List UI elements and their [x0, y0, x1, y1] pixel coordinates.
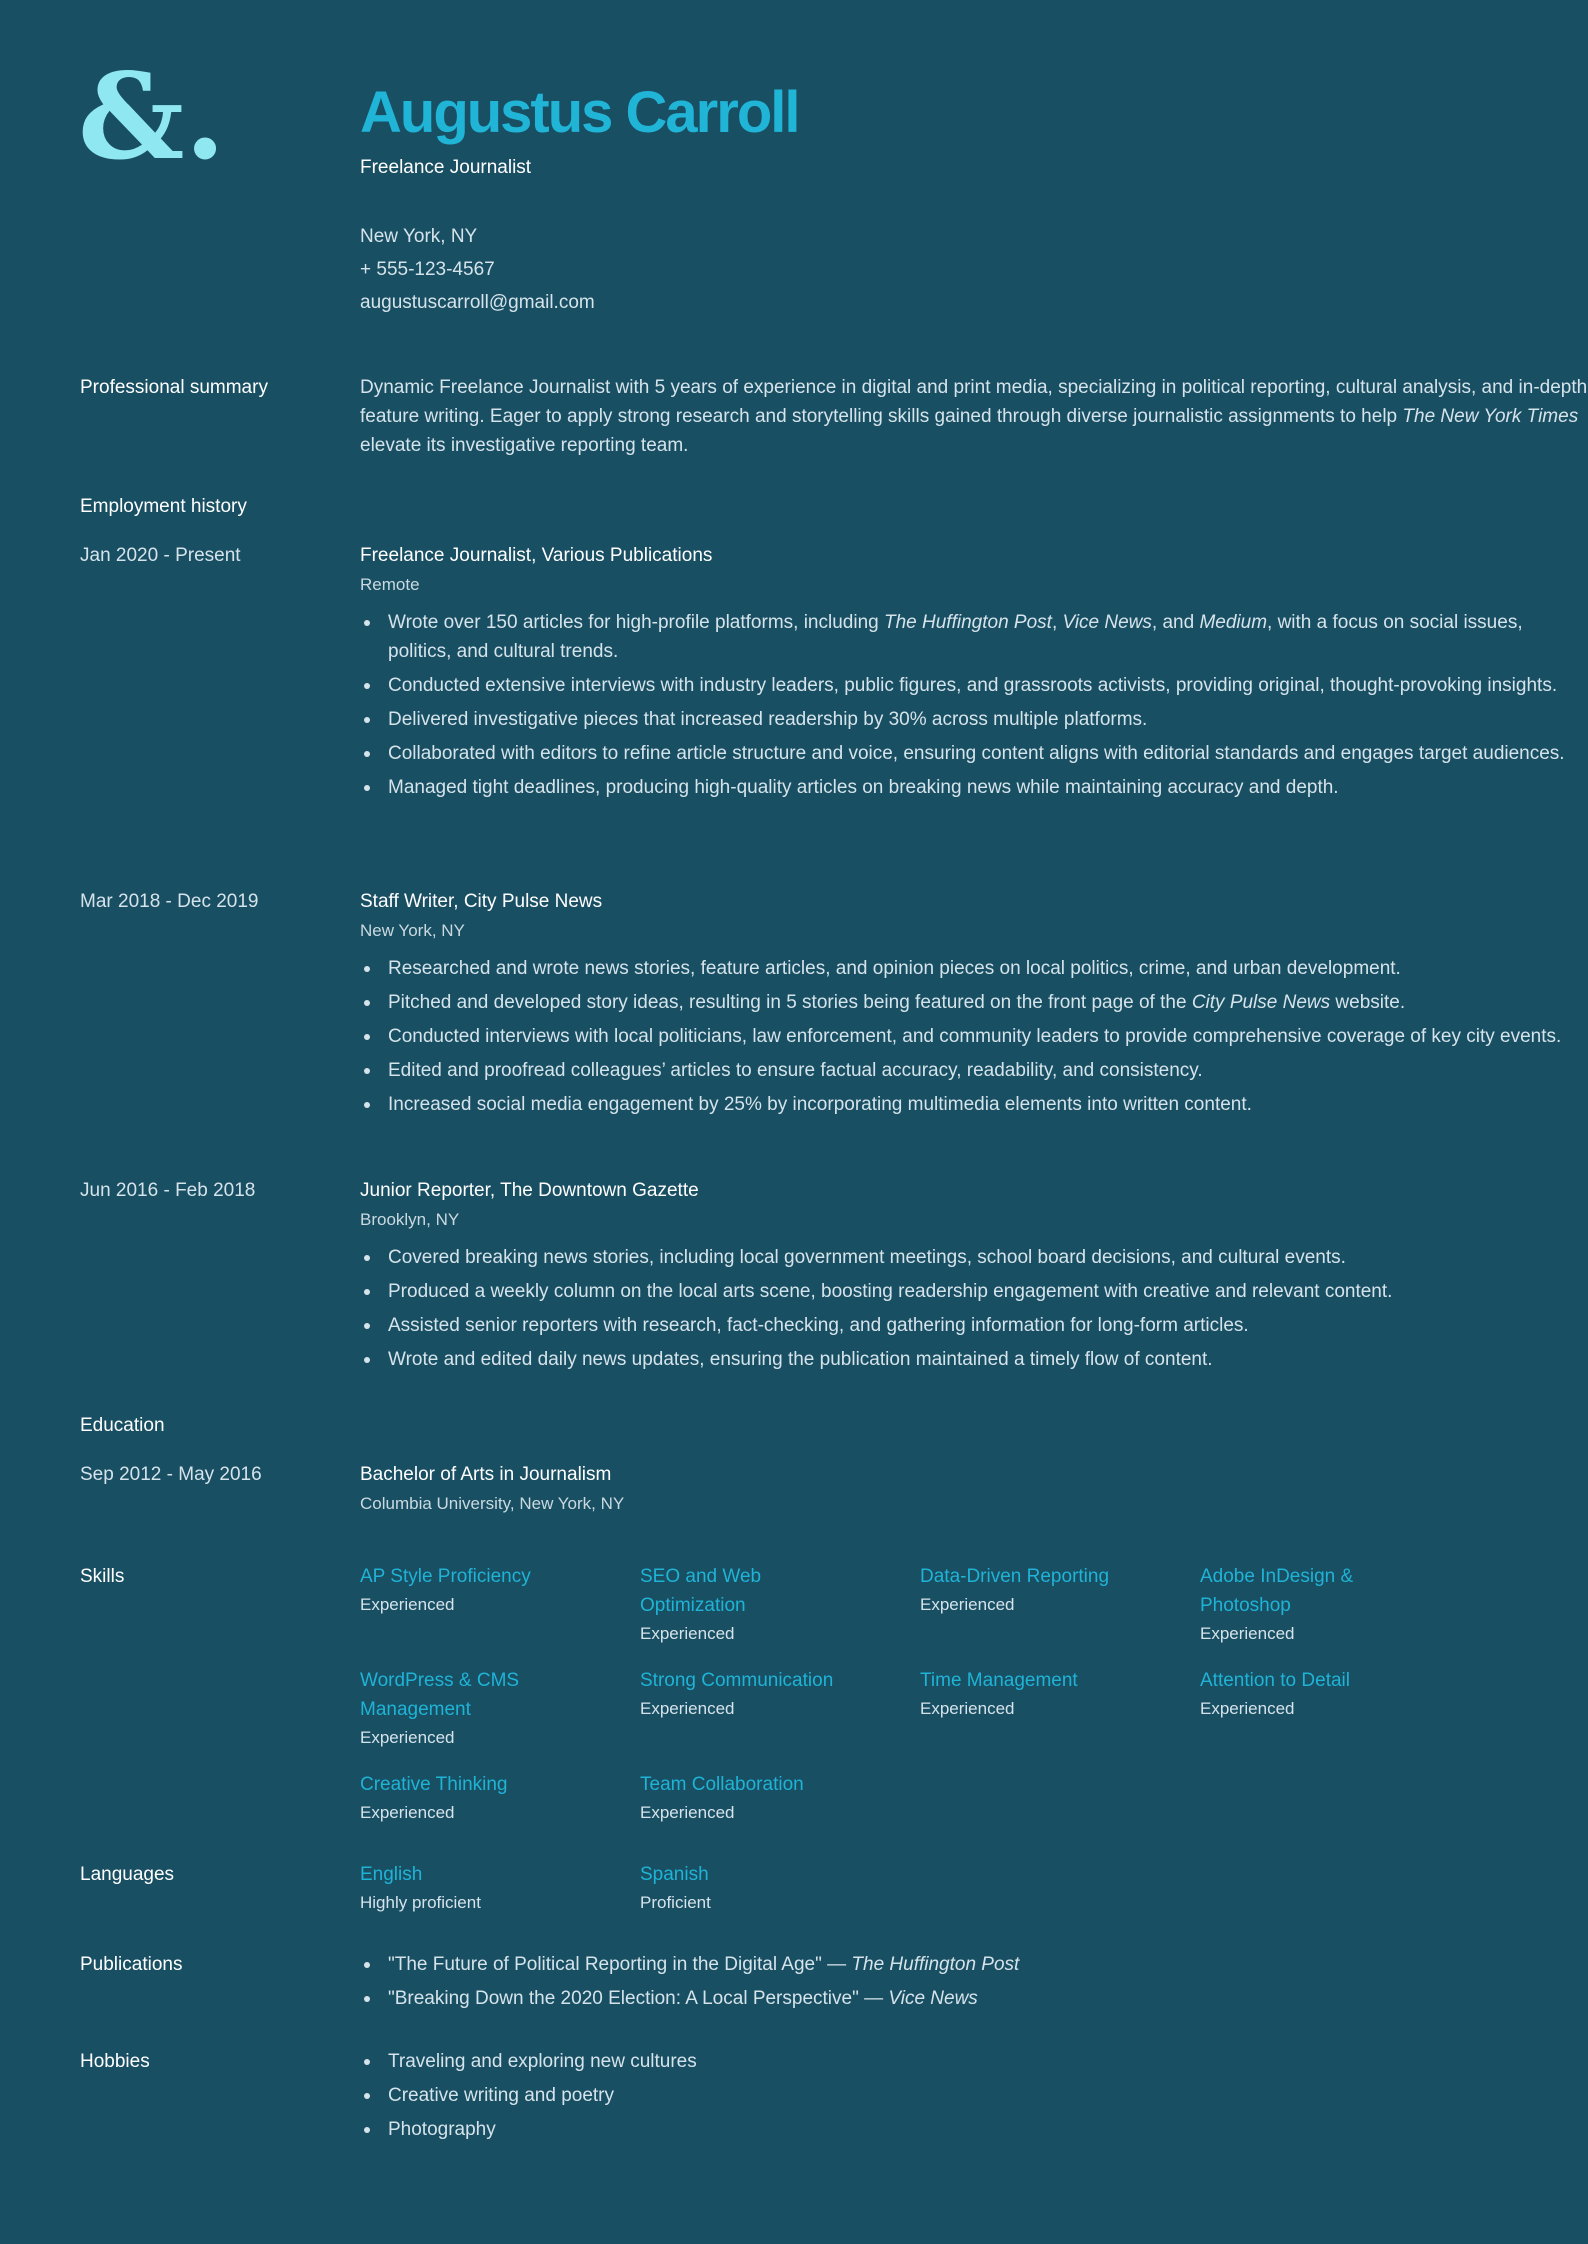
job-location: Brooklyn, NY — [360, 1210, 460, 1229]
language-level: Proficient — [640, 1893, 711, 1912]
job-dates: Mar 2018 - Dec 2019 — [80, 891, 259, 912]
skill-item — [360, 1666, 640, 1752]
publication-item — [360, 1950, 1588, 1979]
skill-item — [1200, 1562, 1480, 1648]
text-part: Pitched and developed story ideas, resulting in 5 stories being featured on the front page of the — [388, 992, 1192, 1013]
hobby-item: Traveling and exploring new cultures — [360, 2047, 1588, 2076]
bullet-item: Edited and proofread colleagues’ articles to ensure factual accuracy, readability, and consistency. — [360, 1056, 1588, 1085]
bullet-item: Increased social media engagement by 25% by incorporating multimedia elements into written content. — [360, 1090, 1588, 1119]
job-bullets — [360, 608, 1588, 802]
language-name: Spanish — [640, 1864, 709, 1885]
summary-text-italic: The New York Times — [1402, 406, 1579, 427]
skills-section — [80, 1562, 1510, 1827]
skill-name: AP Style Proficiency — [360, 1566, 531, 1587]
skill-level: Experienced — [1200, 1699, 1295, 1718]
publication-title: "The Future of Political Reporting in the Digital Age" — — [388, 1954, 852, 1975]
skill-level: Experienced — [640, 1803, 735, 1822]
section-label: Languages — [80, 1864, 175, 1885]
language-item — [360, 1860, 640, 1917]
publications-section — [80, 1950, 1510, 2018]
bullet-item: Produced a weekly column on the local arts scene, boosting readership engagement with creative and relevant content. — [360, 1277, 1588, 1306]
languages-grid — [360, 1860, 1588, 1917]
job-title: Freelance Journalist, Various Publications — [360, 545, 713, 566]
phone: + 555-123-4567 — [360, 259, 495, 280]
section-label: Professional summary — [80, 377, 268, 398]
bullet-item — [360, 608, 1588, 666]
language-name: English — [360, 1864, 423, 1885]
bullet-item: Delivered investigative pieces that increased readership by 30% across multiple platforms. — [360, 705, 1588, 734]
skill-level: Experienced — [360, 1728, 455, 1747]
bullet-item: Managed tight deadlines, producing high-quality articles on breaking news while maintaining accuracy and depth. — [360, 773, 1588, 802]
resume-header — [360, 72, 1510, 319]
section-label: Employment history — [80, 496, 247, 517]
skill-name: SEO and Web Optimization — [640, 1566, 762, 1616]
job-location: New York, NY — [360, 921, 465, 940]
summary-section — [80, 373, 1588, 460]
text-italic: The Huffington Post — [884, 612, 1052, 633]
job-entry — [80, 541, 1565, 807]
skill-item — [1200, 1666, 1480, 1752]
publication-outlet: Vice News — [888, 1988, 978, 2009]
text-italic: Vice News — [1062, 612, 1152, 633]
education-dates: Sep 2012 - May 2016 — [80, 1464, 262, 1485]
publications-list — [360, 1950, 1588, 2013]
degree: Bachelor of Arts in Journalism — [360, 1464, 612, 1485]
skill-level: Experienced — [920, 1699, 1015, 1718]
hobbies-list — [360, 2047, 1588, 2144]
skill-level: Experienced — [640, 1624, 735, 1643]
job-dates: Jun 2016 - Feb 2018 — [80, 1180, 256, 1201]
summary-text-part: elevate its investigative reporting team. — [360, 435, 689, 456]
skill-item — [920, 1562, 1200, 1648]
section-label: Publications — [80, 1954, 183, 1975]
skill-name: Attention to Detail — [1200, 1670, 1350, 1691]
text-italic: City Pulse News — [1191, 992, 1331, 1013]
location: New York, NY — [360, 226, 478, 247]
hobbies-section — [80, 2047, 1510, 2149]
bullet-item: Covered breaking news stories, including local government meetings, school board decisions, and cultural events. — [360, 1243, 1588, 1272]
text-part: Wrote over 150 articles for high-profile platforms, including — [388, 612, 884, 633]
skill-level: Experienced — [920, 1595, 1015, 1614]
publication-outlet: The Huffington Post — [851, 1954, 1020, 1975]
bullet-item: Conducted extensive interviews with industry leaders, public figures, and grassroots activists, providing original, thought-provoking insights. — [360, 671, 1588, 700]
bullet-item — [360, 988, 1588, 1017]
skill-item — [920, 1666, 1200, 1752]
contact-block — [360, 220, 1510, 319]
job-title: Junior Reporter, The Downtown Gazette — [360, 1180, 699, 1201]
bullet-item: Conducted interviews with local politicians, law enforcement, and community leaders to provide comprehensive coverage of key city events. — [360, 1022, 1588, 1051]
skill-level: Experienced — [360, 1595, 455, 1614]
job-entry — [80, 887, 1562, 1124]
skill-level: Experienced — [1200, 1624, 1295, 1643]
skill-item — [360, 1770, 640, 1827]
bullet-item: Collaborated with editors to refine article structure and voice, ensuring content aligns with editorial standards and engages target audiences. — [360, 739, 1588, 768]
skill-item — [640, 1562, 920, 1648]
text-part: , and — [1151, 612, 1200, 633]
skill-name: Team Collaboration — [640, 1774, 804, 1795]
text-italic: Medium — [1199, 612, 1268, 633]
language-item — [640, 1860, 920, 1917]
section-label: Hobbies — [80, 2051, 150, 2072]
skill-level: Experienced — [360, 1803, 455, 1822]
skill-name: Adobe InDesign & Photoshop — [1200, 1566, 1354, 1616]
skill-item — [640, 1666, 920, 1752]
skill-item — [640, 1770, 920, 1827]
ampersand-logo: &. — [78, 47, 226, 186]
job-dates: Jan 2020 - Present — [80, 545, 241, 566]
publication-item — [360, 1984, 1588, 2013]
job-title: Staff Writer, City Pulse News — [360, 891, 603, 912]
skill-item — [360, 1562, 640, 1648]
text-part: , — [1051, 612, 1063, 633]
school: Columbia University, New York, NY — [360, 1494, 625, 1513]
hobby-item: Photography — [360, 2115, 1588, 2144]
candidate-name: Augustus Carroll — [360, 80, 799, 145]
text-part: website. — [1330, 992, 1406, 1013]
hobby-item: Creative writing and poetry — [360, 2081, 1588, 2110]
summary-text-part: Dynamic Freelance Journalist with 5 years of experience in digital and print media, specializing in political reporting, cultural analysis, and in-depth feature writing. Eager to apply strong research and storytelling skills gained through diverse journalistic assignments to help — [360, 377, 1588, 427]
job-bullets — [360, 1243, 1588, 1374]
section-label: Skills — [80, 1566, 125, 1587]
skill-name: Data-Driven Reporting — [920, 1566, 1110, 1587]
job-bullets — [360, 954, 1588, 1119]
publication-title: "Breaking Down the 2020 Election: A Local Perspective" — — [388, 1988, 889, 2009]
job-entry — [80, 1176, 1510, 1379]
bullet-item: Researched and wrote news stories, feature articles, and opinion pieces on local politics, crime, and urban development. — [360, 954, 1588, 983]
languages-section — [80, 1860, 1510, 1917]
job-location: Remote — [360, 575, 420, 594]
email: augustuscarroll@gmail.com — [360, 292, 595, 313]
skill-name: Strong Communication — [640, 1670, 834, 1691]
education-entry — [80, 1460, 1510, 1517]
bullet-item: Wrote and edited daily news updates, ensuring the publication maintained a timely flow of content. — [360, 1345, 1588, 1374]
skill-name: Creative Thinking — [360, 1774, 508, 1795]
section-label: Education — [80, 1415, 165, 1436]
language-level: Highly proficient — [360, 1893, 481, 1912]
skills-grid — [360, 1562, 1588, 1827]
text-part: , with a focus on social issues, politics, and cultural trends. — [388, 612, 1523, 662]
skill-level: Experienced — [640, 1699, 735, 1718]
job-title: Freelance Journalist — [360, 157, 532, 178]
skill-name: WordPress & CMS Management — [360, 1670, 520, 1720]
summary-text — [360, 373, 1588, 460]
bullet-item: Assisted senior reporters with research, fact-checking, and gathering information for long-form articles. — [360, 1311, 1588, 1340]
skill-name: Time Management — [920, 1670, 1078, 1691]
